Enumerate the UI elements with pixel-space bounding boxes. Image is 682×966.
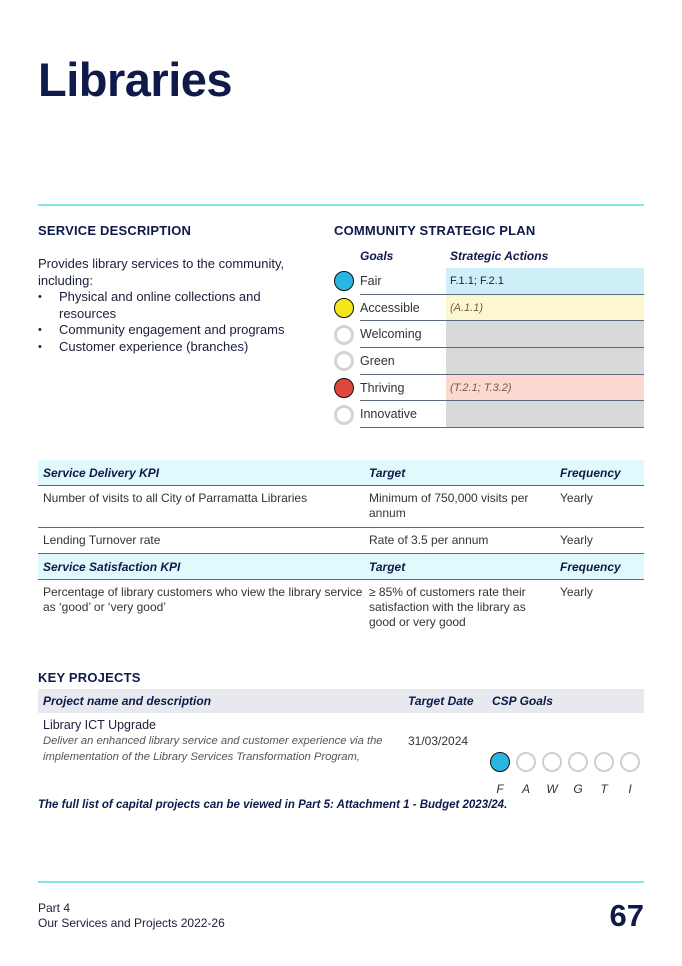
goal-letter: F [496, 782, 504, 796]
service-list-item: • Customer experience (branches) [38, 339, 308, 356]
page-title: Libraries [38, 53, 233, 106]
goal-accessible-circle-icon [334, 298, 354, 318]
page-number: 67 [609, 898, 644, 933]
goal-i-circle-icon [620, 752, 640, 772]
goal-letter: I [628, 782, 632, 796]
kpi-header-frequency: Frequency [560, 465, 621, 480]
csp-row-green [334, 348, 644, 375]
service-list [38, 289, 308, 355]
goal-t-circle-icon [594, 752, 614, 772]
strategic-actions: (A.1.1) [446, 295, 644, 322]
goal-label: Welcoming [360, 321, 446, 348]
table-row [38, 580, 644, 636]
project-name: Library ICT Upgrade [43, 718, 157, 732]
csp-table-header [334, 244, 644, 268]
csp-row-innovative [334, 401, 644, 428]
csp-row-accessible [334, 295, 644, 322]
kpi-satisfaction-header [38, 554, 644, 580]
goal-letter: T [600, 782, 608, 796]
service-list-item: • Community engagement and programs [38, 322, 308, 339]
table-row [38, 486, 644, 528]
csp-row-thriving [334, 375, 644, 402]
footer-part: Part 4 [38, 901, 71, 915]
strategic-actions [446, 401, 644, 428]
service-description-heading: SERVICE DESCRIPTION [38, 223, 192, 238]
csp-goals-col-header: CSP Goals [492, 694, 553, 708]
project-col-header: Project name and description [43, 694, 212, 708]
kpi-name: Number of visits to all City of Parramatta Libraries [43, 491, 308, 505]
csp-row-welcoming [334, 321, 644, 348]
goal-g-circle-icon [568, 752, 588, 772]
goal-label: Thriving [360, 375, 446, 402]
strategic-actions: F.1.1; F.2.1 [446, 268, 644, 295]
goal-a-circle-icon [516, 752, 536, 772]
kpi-header-frequency: Frequency [560, 559, 621, 574]
capital-projects-note: The full list of capital projects can be viewed in Part 5: Attachment 1 - Budget 2023/24. [38, 799, 508, 811]
kpi-frequency: Yearly [560, 533, 593, 547]
top-divider [38, 204, 644, 206]
csp-heading: COMMUNITY STRATEGIC PLAN [334, 223, 536, 238]
service-description-intro: Provides library services to the community, including: [38, 256, 285, 288]
key-projects-header [38, 689, 644, 713]
goal-label: Green [360, 348, 446, 375]
csp-table [334, 244, 644, 428]
kpi-name: Lending Turnover rate [43, 533, 161, 547]
goal-welcoming-circle-icon [334, 325, 354, 345]
goal-letter: G [573, 782, 583, 796]
kpi-target: Minimum of 750,000 visits per annum [369, 491, 529, 520]
goal-innovative-circle-icon [334, 405, 354, 425]
service-description [38, 256, 308, 355]
strategic-actions [446, 348, 644, 375]
csp-actions-header: Strategic Actions [450, 249, 549, 263]
goal-label: Innovative [360, 401, 446, 428]
key-projects-heading: KEY PROJECTS [38, 670, 141, 685]
goal-label: Fair [360, 268, 446, 295]
strategic-actions [446, 321, 644, 348]
strategic-actions: (T.2.1; T.3.2) [446, 375, 644, 402]
footer-section: Our Services and Projects 2022-26 [38, 916, 225, 930]
table-row [38, 713, 644, 805]
goal-letter: A [521, 782, 530, 796]
goal-f-circle-icon [490, 752, 510, 772]
kpi-header-label: Service Delivery KPI [43, 465, 160, 480]
kpi-header-target: Target [369, 559, 406, 574]
kpi-target: Rate of 3.5 per annum [369, 533, 489, 547]
csp-goal-indicators [490, 752, 640, 772]
kpi-delivery-header [38, 460, 644, 486]
project-target-date: 31/03/2024 [408, 734, 469, 748]
kpi-name: Percentage of library customers who view the library service as ‘good’ or ‘very good’ [43, 585, 363, 614]
kpi-target: ≥ 85% of customers rate their satisfaction with the library as good or very good [369, 585, 526, 629]
goal-label: Accessible [360, 295, 446, 322]
csp-goal-letters [490, 782, 640, 796]
goal-thriving-circle-icon [334, 378, 354, 398]
date-col-header: Target Date [408, 694, 474, 708]
key-projects-table [38, 689, 644, 805]
goal-fair-circle-icon [334, 271, 354, 291]
kpi-frequency: Yearly [560, 491, 593, 505]
csp-goals-header: Goals [360, 249, 394, 263]
csp-row-fair [334, 268, 644, 295]
footer-label [38, 901, 225, 931]
service-list-item: • Physical and online collections and resources [38, 289, 308, 322]
goal-w-circle-icon [542, 752, 562, 772]
kpi-table [38, 460, 644, 636]
table-row [38, 528, 644, 554]
kpi-header-target: Target [369, 465, 406, 480]
goal-green-circle-icon [334, 351, 354, 371]
kpi-header-label: Service Satisfaction KPI [43, 559, 181, 574]
project-description: Deliver an enhanced library service and customer experience via the implementation of the Library Services Transformation Program, [43, 735, 383, 763]
kpi-frequency: Yearly [560, 585, 593, 599]
goal-letter: W [546, 782, 558, 796]
footer-divider [38, 881, 644, 883]
